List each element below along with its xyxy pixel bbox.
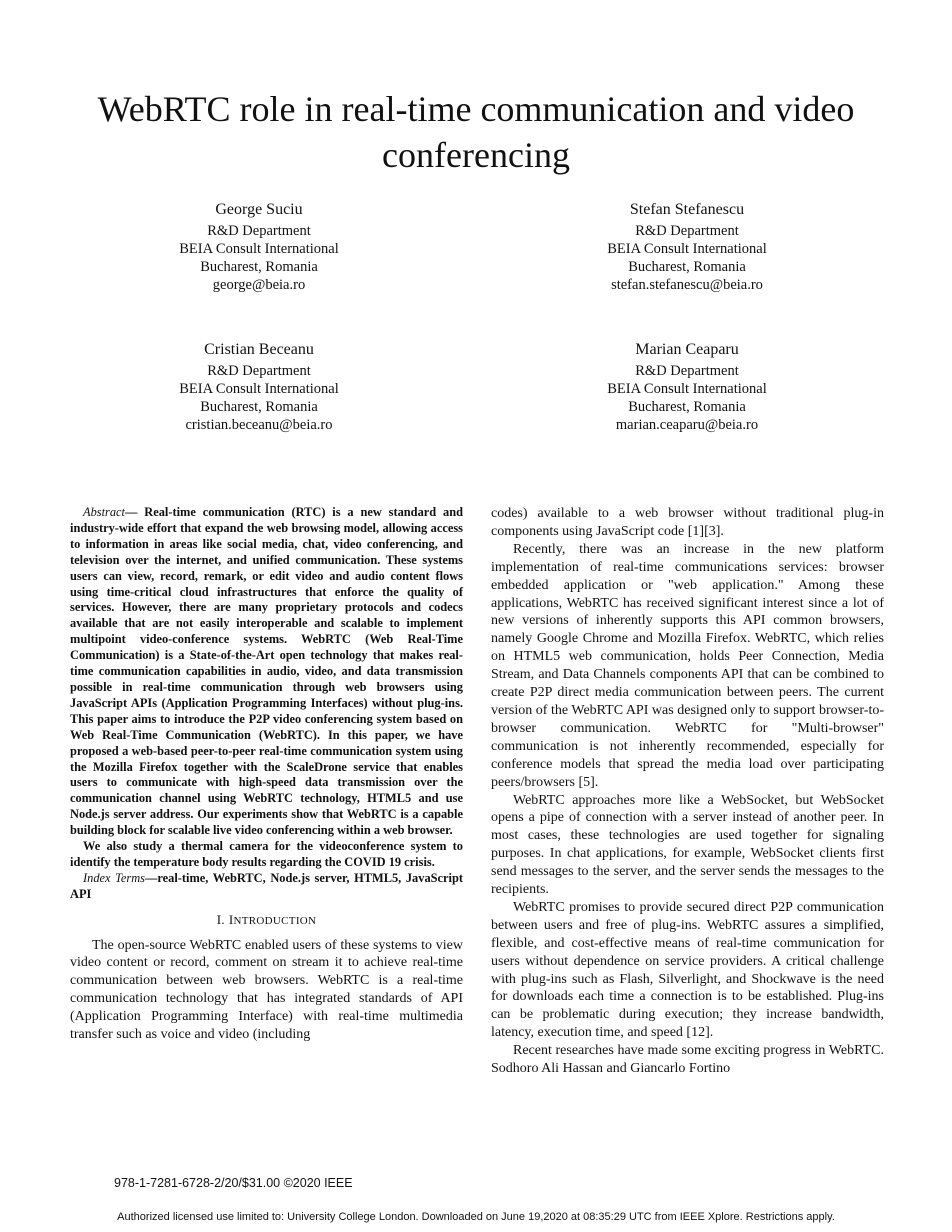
paper-title [40, 86, 912, 178]
title-line-1: WebRTC role in real-time communication and video [97, 89, 855, 129]
abstract-paragraph [70, 505, 463, 839]
author-block [139, 200, 379, 294]
section-title-rest: NTRODUCTION [233, 914, 317, 927]
section-heading-introduction [70, 911, 463, 931]
title-line-2: conferencing [382, 135, 570, 175]
abstract-text: Real-time communication (RTC) is a new standard and industry-wide effort that expand the web browsing model, allowing access to information in areas like social media, chat, video conferencing, and television over the internet, and unified communication. These systems users can view, record, remark, or edit video and audio content flows using time-critical cloud infrastructures that enforce the quality of services. However, there are many proprietary protocols and codecs available that are not easily interoperable and scalable to implement multipoint video-conference systems. WebRTC (Web Real-Time Communication) is a State-of-the-Art open technology that makes real-time communication capabilities in audio, video, and data transmission possible in real-time communication through web browsers using JavaScript APIs (Application Programming Interfaces) without plug-ins. This paper aims to introduce the P2P video conferencing system based on Web Real-Time Communication (WebRTC). In this paper, we have proposed a web-based peer-to-peer real-time communication system using the Mozilla Firefox together with the ScaleDrone service that enables users to communicate with high-speed data transmission over the communication channel using WebRTC technology, HTML5 and use Node.js server address. Our experiments show that WebRTC is a capable building block for scalable live video conferencing within a web browser. [70, 505, 463, 838]
author-department: R&D Department [207, 223, 311, 239]
index-terms-label: Index Terms [83, 870, 145, 885]
abstract-dash: — [125, 505, 145, 519]
author-name: Stefan Stefanescu [629, 201, 745, 218]
author-name: Cristian Beceanu [204, 341, 314, 358]
abstract-label: Abstract [83, 505, 125, 519]
body-paragraph: codes) available to a web browser without traditional plug-in components using JavaScript code [1][3]. [491, 506, 884, 539]
author-city: Bucharest, Romania [628, 399, 746, 415]
author-email: george@beia.ro [212, 277, 306, 293]
author-city: Bucharest, Romania [628, 259, 746, 275]
intro-paragraph: The open-source WebRTC enabled users of these systems to view video content or record, comment on stream it to achieve real-time communication between web browsers. WebRTC is a real-time communication technology that has integrated standards of API (Application Programming Interface) with real-time multimedia transfer such as voice and video (including [70, 937, 463, 1043]
author-email: marian.ceaparu@beia.ro [615, 417, 759, 433]
body-paragraph: Recent researches have made some exciting progress in WebRTC. Sodhoro Ali Hassan and Giancarlo Fortino [491, 1043, 884, 1077]
index-terms-text: —real-time, WebRTC, Node.js server, HTML5, JavaScript API [70, 870, 463, 901]
author-city: Bucharest, Romania [200, 259, 318, 275]
author-city: Bucharest, Romania [200, 399, 318, 415]
body-paragraph: Recently, there was an increase in the new platform implementation of real-time communications services: browser embedded application or "web application." Among these applications, WebRTC has received significant interest since a lot of new versions of inherently supports this API common browsers, namely Google Chrome and Mozilla Firefox. WebRTC, which relies on HTML5 web communication, holds Peer Connection, Media Stream, and Data Channels components API that can be combined to create P2P direct media communication between peers. The current version of the WebRTC API was designed only to support browser-to-browser communication. WebRTC for "Multi-browser" communication is not inherently recommended, especially for conference models that spread the media load over participating peers/browsers [5]. [491, 541, 884, 790]
footer-isbn: 978-1-7281-6728-2/20/$31.00 ©2020 IEEE [114, 1176, 353, 1190]
author-organization: BEIA Consult International [607, 241, 767, 257]
section-title-first-letter: I [228, 911, 234, 927]
author-email: stefan.stefanescu@beia.ro [611, 277, 763, 293]
author-organization: BEIA Consult International [607, 381, 767, 397]
author-organization: BEIA Consult International [179, 381, 339, 397]
right-column [491, 505, 884, 1078]
author-block [567, 340, 807, 434]
author-block [139, 340, 379, 434]
author-organization: BEIA Consult International [179, 241, 339, 257]
author-block [567, 200, 807, 294]
section-number: I. [216, 911, 225, 927]
footer-license-notice: Authorized licensed use limited to: University College London. Downloaded on June 19,2020 at 08:35:29 UTC from IEEE Xplore. Restrictions apply. [117, 1211, 835, 1223]
abstract [70, 505, 463, 903]
author-name: George Suciu [215, 201, 303, 218]
left-column [70, 505, 463, 1044]
body-paragraph: WebRTC approaches more like a WebSocket, but WebSocket opens a pipe of connection with a server instead of another peer. In most cases, these technologies are used together for signaling purposes. In chat applications, for example, WebSocket clients first send messages to the server, and the server sends the messages to the recipients. [491, 792, 884, 898]
author-name: Marian Ceaparu [635, 341, 739, 358]
author-department: R&D Department [207, 363, 311, 379]
author-department: R&D Department [635, 223, 739, 239]
author-email: cristian.beceanu@beia.ro [185, 417, 333, 433]
index-terms [70, 871, 463, 903]
body-paragraph: WebRTC promises to provide secured direct P2P communication between users and free of plug-ins. WebRTC assures a simplified, flexible, and cost-effective means of real-time communication for users without dependence on service providers. A critical challenge with plug-ins such as Flash, Silverlight, and Shockwave is the need for downloads each time a connection is to be established. Plug-ins can be problematic during execution; they increase bandwidth, latency, execution time, and speed [12]. [491, 899, 884, 1041]
author-department: R&D Department [635, 363, 739, 379]
abstract-thermal-paragraph: We also study a thermal camera for the videoconference system to identify the temperature body results regarding the COVID 19 crisis. [70, 839, 463, 869]
